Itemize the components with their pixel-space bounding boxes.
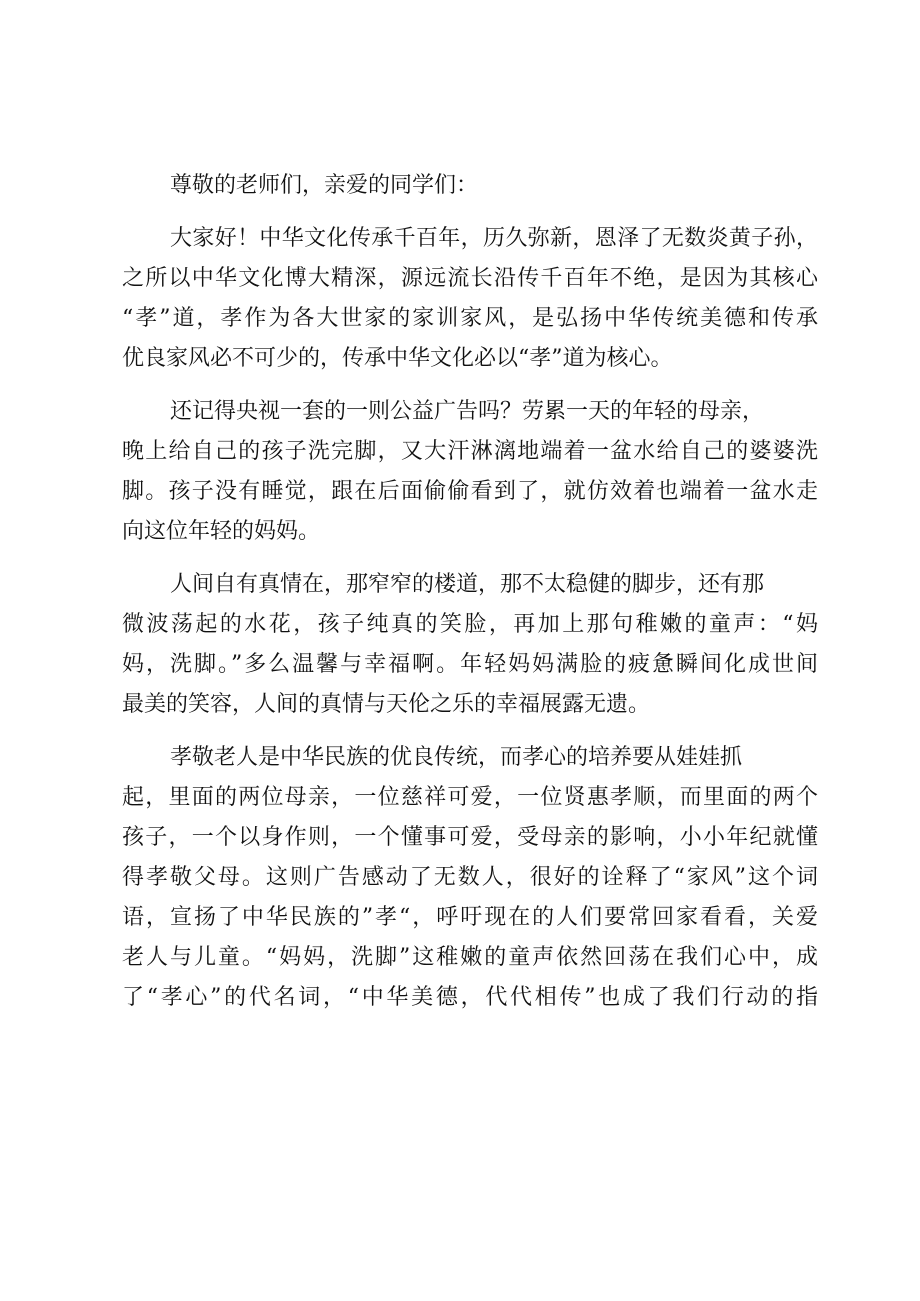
text-line: 人间自有真情在，那窄窄的楼道，那不太稳健的脚步，还有那: [170, 572, 765, 597]
text-line: 孩子，一个以身作则，一个懂事可爱，受母亲的影响，小小年纪就懂: [122, 825, 818, 850]
text-line: 得孝敬父母。这则广告感动了无数人，很好的诠释了“家风”这个词: [122, 865, 818, 890]
paragraph: [122, 392, 818, 552]
text-line: “孝”道，孝作为各大世家的家训家风，是弘扬中华传统美德和传承: [122, 306, 818, 331]
text-line: 语，宣扬了中华民族的”孝“，呼吁现在的人们要常回家看看，关爱: [122, 905, 818, 930]
text-line: 最美的笑容，人间的真情与天伦之乐的幸福展露无遗。: [122, 692, 651, 717]
text-line: 微波荡起的水花，孩子纯真的笑脸，再加上那句稚嫩的童声：“妈: [122, 612, 818, 637]
paragraph: [122, 219, 818, 379]
text-line: 妈，洗脚。”多么温馨与幸福啊。年轻妈妈满脸的疲惫瞬间化成世间: [122, 652, 818, 677]
paragraph-salutation: [122, 166, 818, 206]
text-line: 起，里面的两位母亲，一位慈祥可爱，一位贤惠孝顺，而里面的两个: [122, 785, 818, 810]
speech-text: [122, 166, 818, 1018]
paragraph: [122, 565, 818, 725]
text-line: 还记得央视一套的一则公益广告吗？劳累一天的年轻的母亲，: [170, 399, 765, 424]
text-line: 大家好！中华文化传承千百年，历久弥新，恩泽了无数炎黄子孙，: [170, 226, 818, 251]
text-line: 脚。孩子没有睡觉，跟在后面偷偷看到了，就仿效着也端着一盆水走: [122, 479, 818, 504]
text-line: 孝敬老人是中华民族的优良传统，而孝心的培养要从娃娃抓: [170, 745, 743, 770]
text-line: 优良家风必不可少的，传承中华文化必以“孝”道为核心。: [122, 346, 673, 371]
paragraph: [122, 738, 818, 1018]
text-line: 晚上给自己的孩子洗完脚，又大汗淋漓地端着一盆水给自己的婆婆洗: [122, 439, 818, 464]
text-line: 尊敬的老师们，亲爱的同学们：: [170, 173, 479, 198]
text-line: 向这位年轻的妈妈。: [122, 519, 321, 544]
text-line: 老人与儿童。“妈妈，洗脚”这稚嫩的童声依然回荡在我们心中，成: [122, 945, 818, 970]
text-line: 了“孝心”的代名词，“中华美德，代代相传”也成了我们行动的指: [122, 985, 818, 1010]
text-line: 之所以中华文化博大精深，源远流长沿传千百年不绝，是因为其核心: [122, 266, 818, 291]
